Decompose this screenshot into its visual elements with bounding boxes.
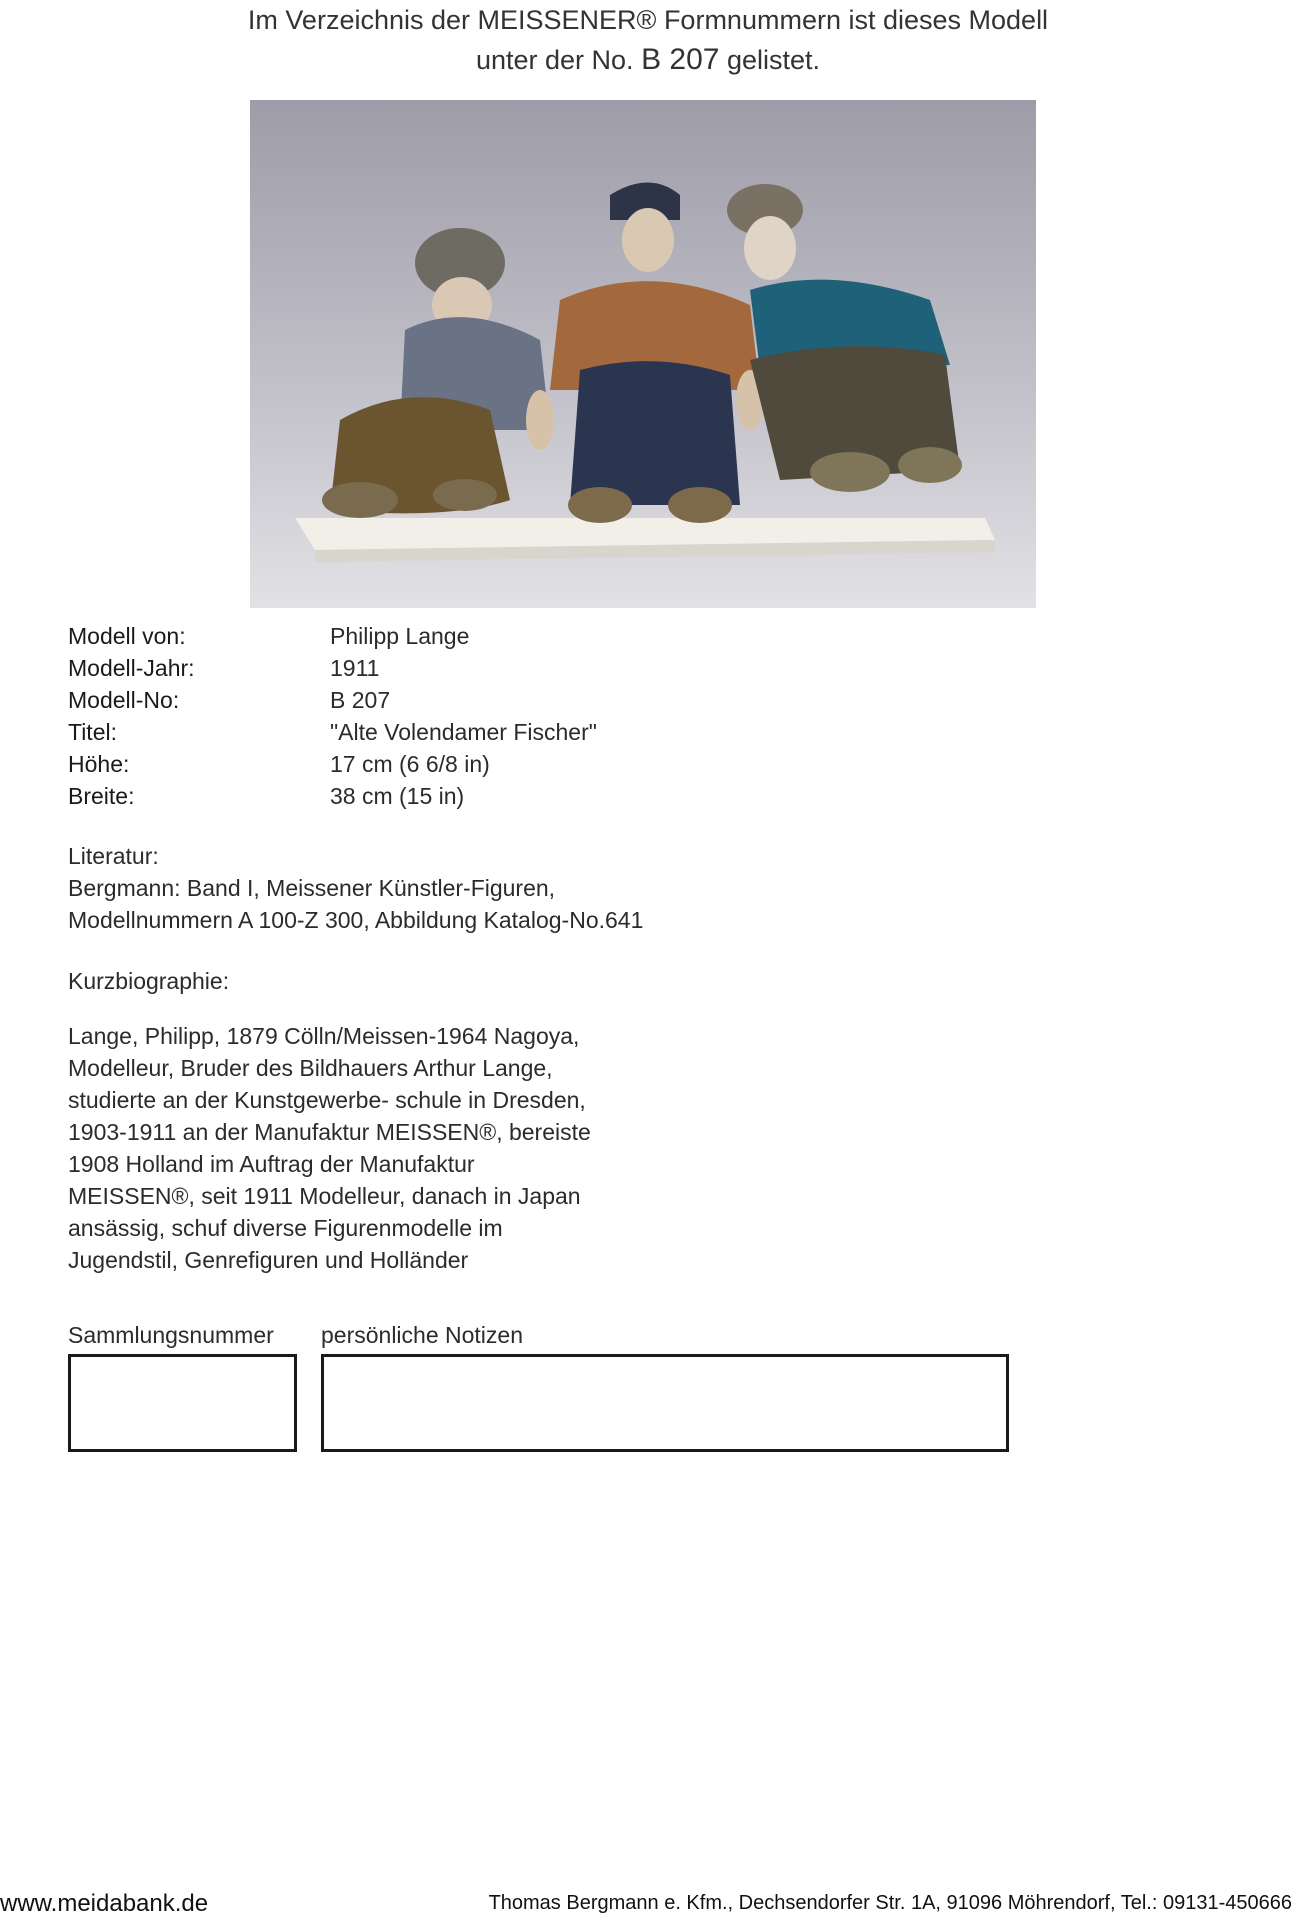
biography-text <box>68 1020 708 1276</box>
personal-notes-box <box>321 1354 1009 1452</box>
collection-number-label: Sammlungsnummer <box>68 1322 274 1348</box>
address-text: Thomas Bergmann e. Kfm., Dechsendorfer Str. 1A, 91096 Möhrendorf, Tel.: 09131-450666 <box>488 1892 1292 1914</box>
figurine-photo <box>250 100 1036 608</box>
literature-heading: Literatur: <box>68 843 159 869</box>
spec-label: Titel: <box>68 719 117 745</box>
biography-line: studierte an der Kunstgewerbe- schule in Dresden, <box>68 1087 586 1113</box>
spec-label: Breite: <box>68 783 135 809</box>
spec-value: 1911 <box>330 655 380 681</box>
page-header <box>0 0 1296 80</box>
biography-line: 1903-1911 an der Manufaktur MEISSEN®, bereiste <box>68 1119 591 1145</box>
spec-value: "Alte Volendamer Fischer" <box>330 719 597 745</box>
spec-label: Modell-No: <box>68 687 180 713</box>
spec-label: Modell von: <box>68 623 186 649</box>
page-footer <box>0 1890 1296 1920</box>
biography-line: Jugendstil, Genrefiguren und Holländer <box>68 1247 469 1273</box>
header-prefix: unter der No. <box>475 45 634 75</box>
spec-label: Höhe: <box>68 751 130 777</box>
spec-label: Modell-Jahr: <box>68 655 195 681</box>
literature-section <box>68 840 968 936</box>
website-text: www.meidabank.de <box>0 1890 209 1917</box>
header-suffix: gelistet. <box>726 45 821 75</box>
literature-line: Bergmann: Band I, Meissener Künstler-Figuren, <box>68 875 556 901</box>
biography-line: 1908 Holland im Auftrag der Manufaktur <box>68 1151 475 1177</box>
personal-notes-label: persönliche Notizen <box>321 1322 524 1348</box>
biography-line: Modelleur, Bruder des Bildhauers Arthur Lange, <box>68 1055 553 1081</box>
spec-value: B 207 <box>330 687 391 713</box>
biography-heading: Kurzbiographie: <box>68 968 230 994</box>
spec-value: 17 cm (6 6/8 in) <box>330 751 490 777</box>
model-number: B 207 <box>641 43 720 76</box>
spec-value: 38 cm (15 in) <box>330 783 465 809</box>
biography-line: ansässig, schuf diverse Figurenmodelle im <box>68 1215 503 1241</box>
biography-line: Lange, Philipp, 1879 Cölln/Meissen-1964 Nagoya, <box>68 1023 580 1049</box>
figurine-illustration <box>250 100 1036 608</box>
header-line-1: Im Verzeichnis der MEISSENER® Formnummern ist dieses Modell <box>247 5 1049 35</box>
collection-number-box <box>68 1354 297 1452</box>
literature-line: Modellnummern A 100-Z 300, Abbildung Katalog-No.641 <box>68 907 644 933</box>
biography-line: MEISSEN®, seit 1911 Modelleur, danach in Japan <box>68 1183 581 1209</box>
spec-value: Philipp Lange <box>330 623 470 649</box>
header-line-2 <box>0 40 1296 80</box>
